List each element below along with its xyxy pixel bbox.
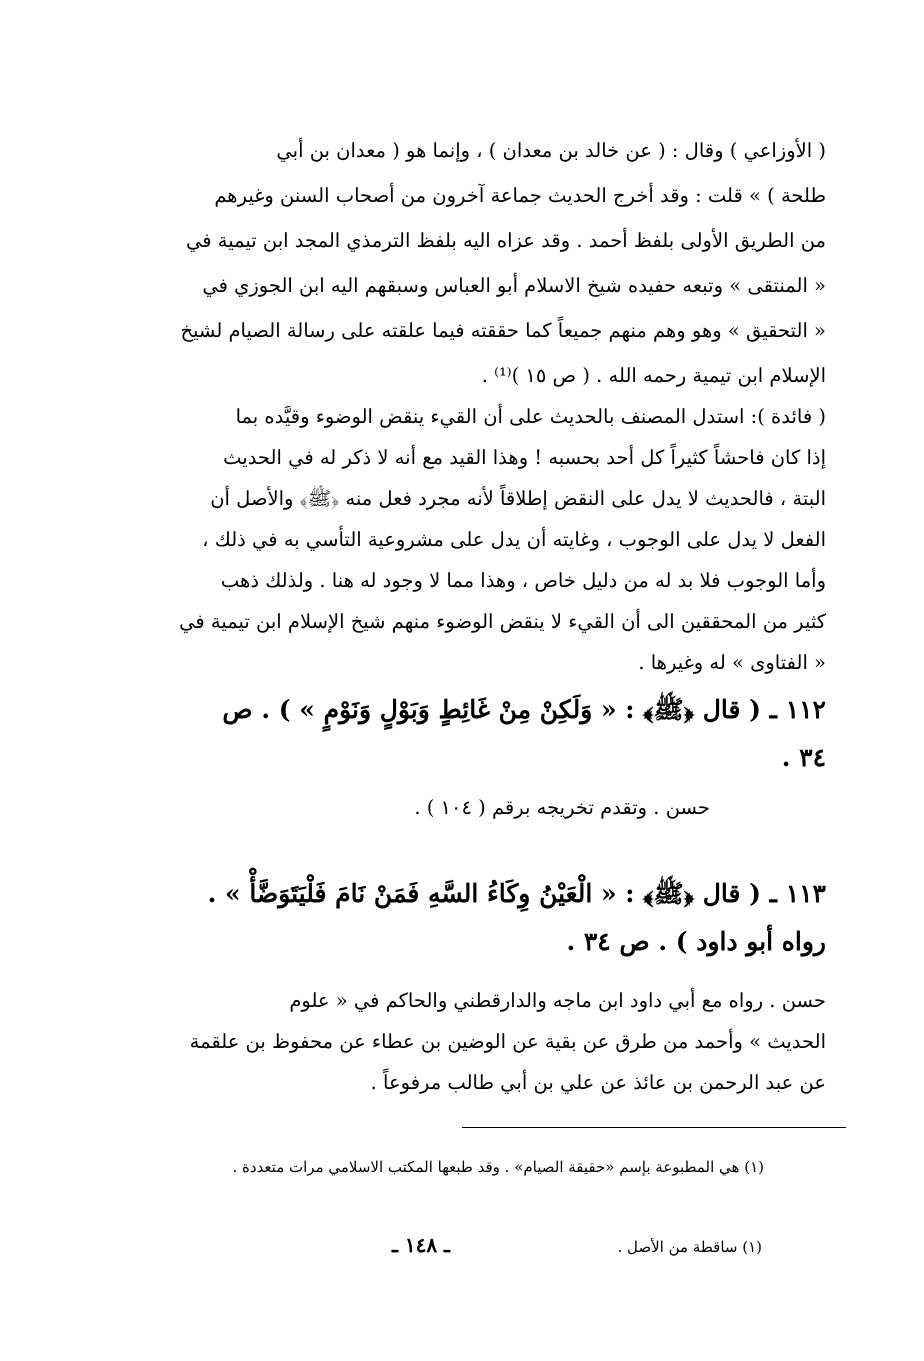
- hadith-112-heading: [78, 686, 826, 782]
- hadith-113-heading: [78, 870, 826, 966]
- text-line: البتة ، فالحديث لا يدل على النقض إطلاقاً لأنه مجرد فعل منه ﴿ﷺ﴾ والأصل أن: [210, 487, 826, 510]
- text-line: كثير من المحققين الى أن القيء لا ينقض الوضوء منهم شيخ الإسلام ابن تيمية في: [179, 610, 826, 633]
- text-line: الإسلام ابن تيمية رحمه الله . ( ص ١٥ )⁽¹⁾ .: [481, 364, 826, 387]
- text-line: رواه أبو داود ) . ص ٣٤ .: [566, 927, 826, 956]
- page-number: ـ ١٤٨ ـ: [392, 1233, 450, 1257]
- text-line: إذا كان فاحشاً كثيراً كل أحد بحسبه ! وهذا القيد مع أنه لا ذكر له في الحديث: [223, 446, 826, 469]
- paragraph-faida: [78, 396, 826, 683]
- text-line: ( الأوزاعي ) وقال : ( عن خالد بن معدان ) ، وإنما هو ( معدان بن أبي: [276, 139, 826, 162]
- paragraph-takhrij: [78, 128, 826, 398]
- text-line: ( فائدة ): استدل المصنف بالحديث على أن القيء ينقض الوضوء وقيَّده بما: [235, 405, 826, 428]
- footnote: (١) هي المطبوعة بإسم «حقيقة الصيام» . وقد طبعها المكتب الاسلامي مرات متعددة .: [232, 1158, 764, 1176]
- text-line: ١١٣ ـ ( قال ﴿ﷺ﴾ : « الْعَيْنُ وِكَاءُ السَّهِ فَمَنْ نَامَ فَلْيَتَوَضَّأْ » .: [207, 879, 826, 908]
- footnote-separator: [462, 1127, 846, 1128]
- text-line: ٣٤ .: [781, 743, 826, 772]
- text-line: من الطريق الأولى بلفظ أحمد . وقد عزاه اليه بلفظ الترمذي المجد ابن تيمية في: [185, 229, 826, 252]
- hadith-113-grading: [78, 980, 826, 1103]
- text-line: عن عبد الرحمن بن عائذ عن علي بن أبي طالب مرفوعاً .: [370, 1071, 826, 1094]
- text-line: وأما الوجوب فلا بد له من دليل خاص ، وهذا مما لا وجود له هنا . ولذلك ذهب: [220, 569, 826, 592]
- hadith-112-grading: حسن . وتقدم تخريجه برقم ( ١٠٤ ) .: [414, 796, 710, 819]
- text-line: ١١٢ ـ ( قال ﴿ﷺ﴾ : « وَلَكِنْ مِنْ غَائِطٍ وَبَوْلٍ وَنَوْمٍ » ) . ص: [222, 695, 826, 724]
- text-line: حسن . رواه مع أبي داود ابن ماجه والدارقطني والحاكم في « علوم: [289, 989, 826, 1012]
- footnote: (١) ساقطة من الأصل .: [617, 1238, 762, 1256]
- text-line: الحديث » وأحمد من طرق عن بقية عن الوضين بن عطاء عن محفوظ بن علقمة: [189, 1030, 826, 1053]
- text-line: « المنتقى » وتبعه حفيده شيخ الاسلام أبو العباس وسبقهم اليه ابن الجوزي في: [202, 274, 826, 297]
- text-line: « الفتاوى » له وغيرها .: [638, 651, 826, 674]
- text-line: « التحقيق » وهو وهم منهم جميعاً كما حققته فيما علقته على رسالة الصيام لشيخ: [180, 319, 826, 342]
- text-line: الفعل لا يدل على الوجوب ، وغايته أن يدل على مشروعية التأسي به في ذلك ،: [202, 528, 826, 551]
- text-line: طلحة ) » قلت : وقد أخرج الحديث جماعة آخرون من أصحاب السنن وغيرهم: [214, 184, 826, 207]
